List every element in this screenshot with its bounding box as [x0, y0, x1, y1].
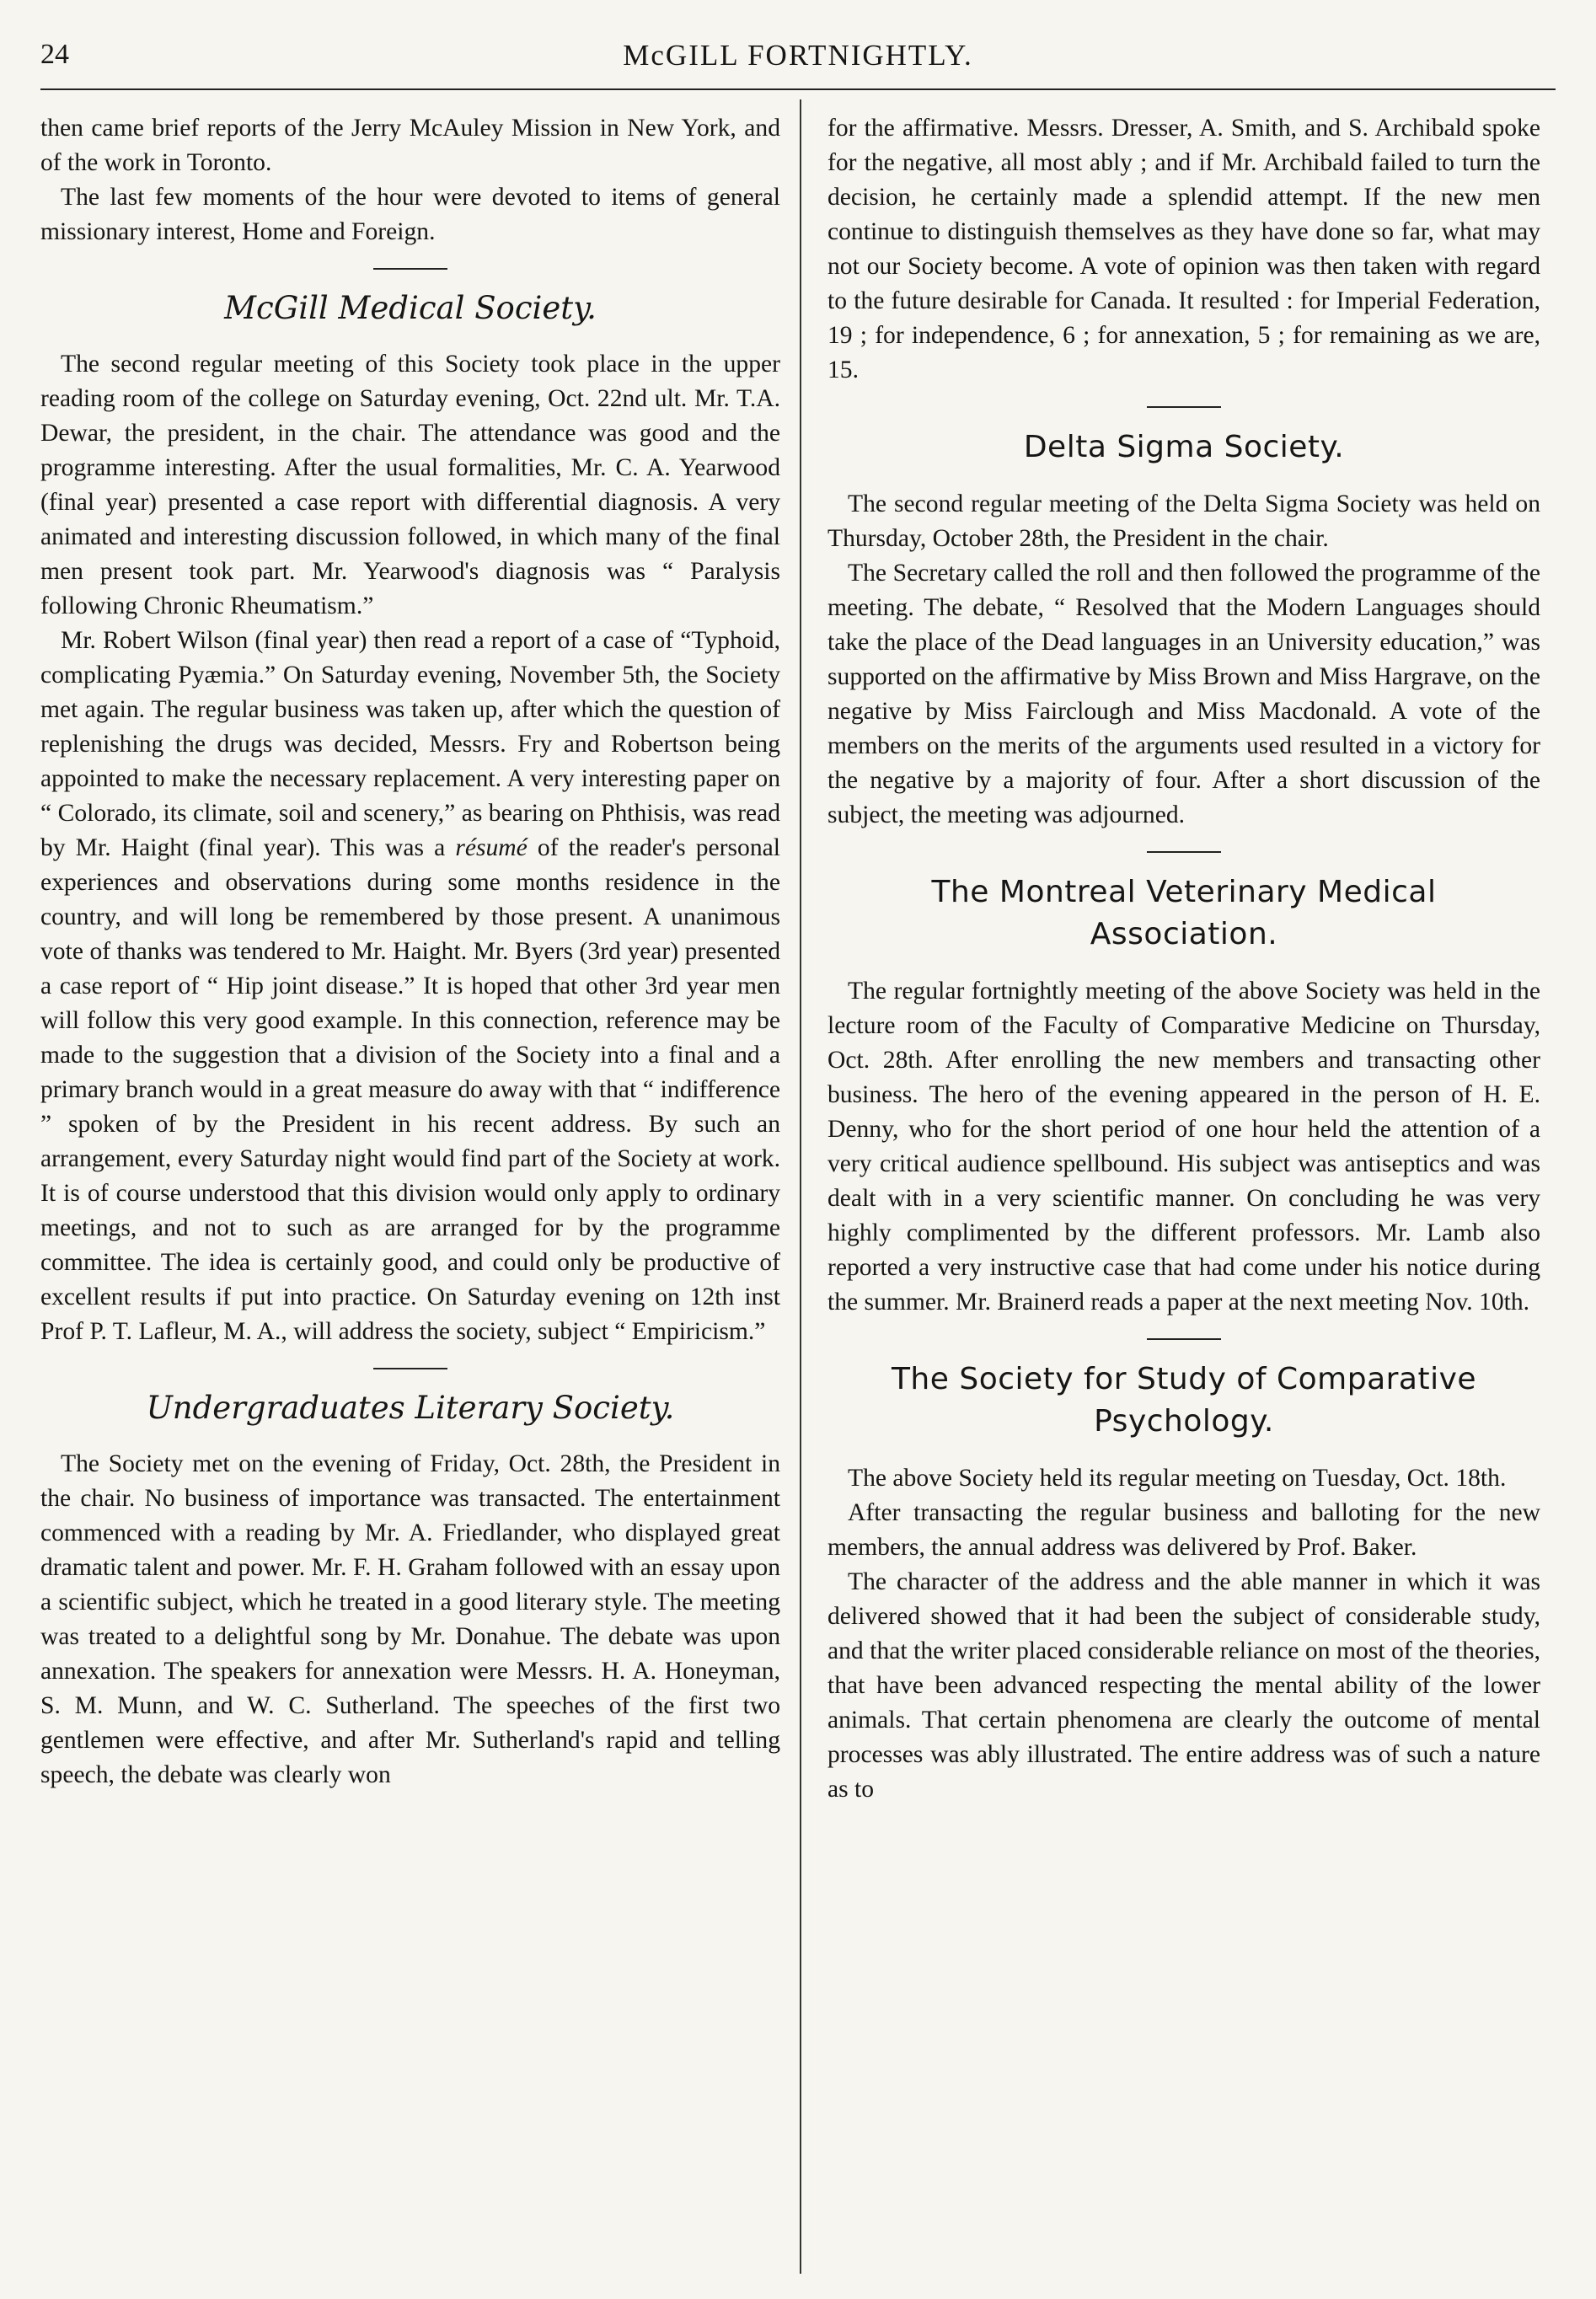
medical-paragraph-2	[40, 624, 780, 1349]
psychology-paragraph-3: The character of the address and the able manner in which it was delivered showed that it had been the subject of considerable study, and that the writer placed considerable reliance on most of the theories, that have been advanced respecting the mental ability of the lower animals. That certain phenomena are clearly the outcome of mental processes was ably illustrated. The entire address was of such a nature as to	[827, 1568, 1540, 1803]
veterinary-heading	[827, 871, 1540, 956]
medical-paragraph-1: The second regular meeting of this Society took place in the upper reading room of the college on Saturday evening, Oct. 22nd ult. Mr. T.A. Dewar, the president, in the chair. The attendance was good and the programme interesting. After the usual formalities, Mr. C. A. Yearwood (final year) presented a case report with differential diagnosis. A very animated and interesting discussion followed, in which many of the final men present took part. Mr. Yearwood's diagnosis was “ Paralysis following Chronic Rheumatism.”	[40, 351, 780, 619]
medical-paragraph-2-a: Mr. Robert Wilson (final year) then read a report of a case of “Typhoid, complicating Pyæmia.” On Saturday evening, November 5th, the Society met again. The regular business was taken up, after which the question of replenishing the drugs was decided, Messrs. Fry and Robertson being appointed to make the necessary replacement. A very interesting paper on “ Colorado, its climate, soil and scenery,” as bearing on Phthisis, was read by Mr. Haight (final year). This was a	[40, 627, 780, 861]
psychology-heading-line-2: Psychology.	[1094, 1404, 1274, 1439]
section-separator	[1147, 1338, 1221, 1340]
literary-paragraph-1: The Society met on the evening of Friday, Oct. 28th, the President in the chair. No business of importance was transacted. The entertainment commenced with a reading by Mr. A. Friedlander, who displayed great dramatic talent and power. Mr. F. H. Graham followed with an essay upon a scientific subject, which he treated in a good literary style. The meeting was treated to a delightful song by Mr. Donahue. The debate was upon annexation. The speakers for annexation were Messrs. H. A. Honeyman, S. M. Munn, and W. C. Sutherland. The speeches of the first two gentlemen were effective, and after Mr. Sutherland's rapid and telling speech, the debate was clearly won	[40, 1450, 780, 1788]
psychology-heading-line-1: The Society for Study of Comparative	[891, 1362, 1477, 1396]
continued-paragraph: for the affirmative. Messrs. Dresser, A. Smith, and S. Archibald spoke for the negative, all most ably ; and if Mr. Archibald failed to turn the decision, he certainly made a splendid attempt. If the new men continue to distinguish themselves as they have done so far, what may not our Society become. A vote of opinion was then taken with regard to the future desirable for Canada. It resulted : for Imperial Federation, 19 ; for independence, 6 ; for annexation, 5 ; for remaining as we are, 15.	[827, 115, 1540, 383]
column-divider	[800, 99, 801, 2274]
resume-word: résumé	[455, 834, 528, 861]
psychology-paragraph-1: The above Society held its regular meeting on Tuesday, Oct. 18th.	[848, 1465, 1507, 1492]
medical-paragraph-2-b: of the reader's personal experiences and observations during some months residence in the country, and will long be remembered by those present. A unanimous vote of thanks was tendered to Mr. Haight. Mr. Byers (3rd year) presented a case report of “ Hip joint disease.” It is hoped that other 3rd year men will follow this very good example. In this connection, reference may be made to the suggestion that a division of the Society into a final and a primary branch would in a great measure do away with that “ indifference ” spoken of by the President in his recent address. By such an arrangement, every Saturday night would find part of the Society at work. It is of course understood that this division would only apply to ordinary meetings, and not to such as are arranged for by the programme committee. The idea is certainly good, and could only be productive of excellent results if put into practice. On Saturday evening on 12th inst Prof P. T. Lafleur, M. A., will address the society, subject “ Empiricism.”	[40, 834, 780, 1345]
intro-paragraph-2: The last few moments of the hour were devoted to items of general missionary interest, Home and Foreign.	[40, 184, 780, 245]
delta-sigma-heading: Delta Sigma Society.	[1023, 430, 1345, 464]
running-head: McGILL FORTNIGHTLY.	[623, 39, 973, 72]
intro-paragraph-1: then came brief reports of the Jerry McAuley Mission in New York, and of the work in Toronto.	[40, 115, 780, 176]
page-header	[40, 32, 1556, 83]
section-separator	[373, 268, 447, 270]
section-separator	[1147, 406, 1221, 408]
section-separator	[1147, 851, 1221, 853]
veterinary-heading-line-2: Association.	[1090, 917, 1278, 951]
header-rule	[40, 88, 1556, 90]
psychology-paragraph-2: After transacting the regular business and balloting for the new members, the annual address was delivered by Prof. Baker.	[827, 1499, 1540, 1561]
literary-society-heading: Undergraduates Literary Society.	[146, 1390, 675, 1426]
delta-paragraph-2: The Secretary called the roll and then followed the programme of the meeting. The debate, “ Resolved that the Modern Languages should take the place of the Dead languages in an University education,” was supported on the affirmative by Miss Brown and Miss Hargrave, on the negative by Miss Fairclough and Miss Macdonald. A vote of the members on the merits of the arguments used resulted in a victory for the negative by a majority of four. After a short discussion of the subject, the meeting was adjourned.	[827, 560, 1540, 828]
medical-society-heading: McGill Medical Society.	[224, 290, 597, 326]
page-number: 24	[40, 39, 69, 70]
left-column	[40, 111, 780, 1793]
delta-paragraph-1: The second regular meeting of the Delta Sigma Society was held on Thursday, October 28th, the President in the chair.	[827, 490, 1540, 552]
section-separator	[373, 1368, 447, 1369]
veterinary-heading-line-1: The Montreal Veterinary Medical	[931, 875, 1437, 909]
psychology-heading	[827, 1358, 1540, 1443]
veterinary-paragraph-1: The regular fortnightly meeting of the above Society was held in the lecture room of the Faculty of Comparative Medicine on Thursday, Oct. 28th. After enrolling the new members and transacting other business. The hero of the evening appeared in the person of H. E. Denny, who for the short period of one hour held the attention of a very critical audience spellbound. His subject was antiseptics and was dealt with in a very scientific manner. On concluding he was very highly complimented by the different professors. Mr. Lamb also reported a very instructive case that had come under his notice during the summer. Mr. Brainerd reads a paper at the next meeting Nov. 10th.	[827, 978, 1540, 1316]
right-column	[827, 111, 1540, 1807]
